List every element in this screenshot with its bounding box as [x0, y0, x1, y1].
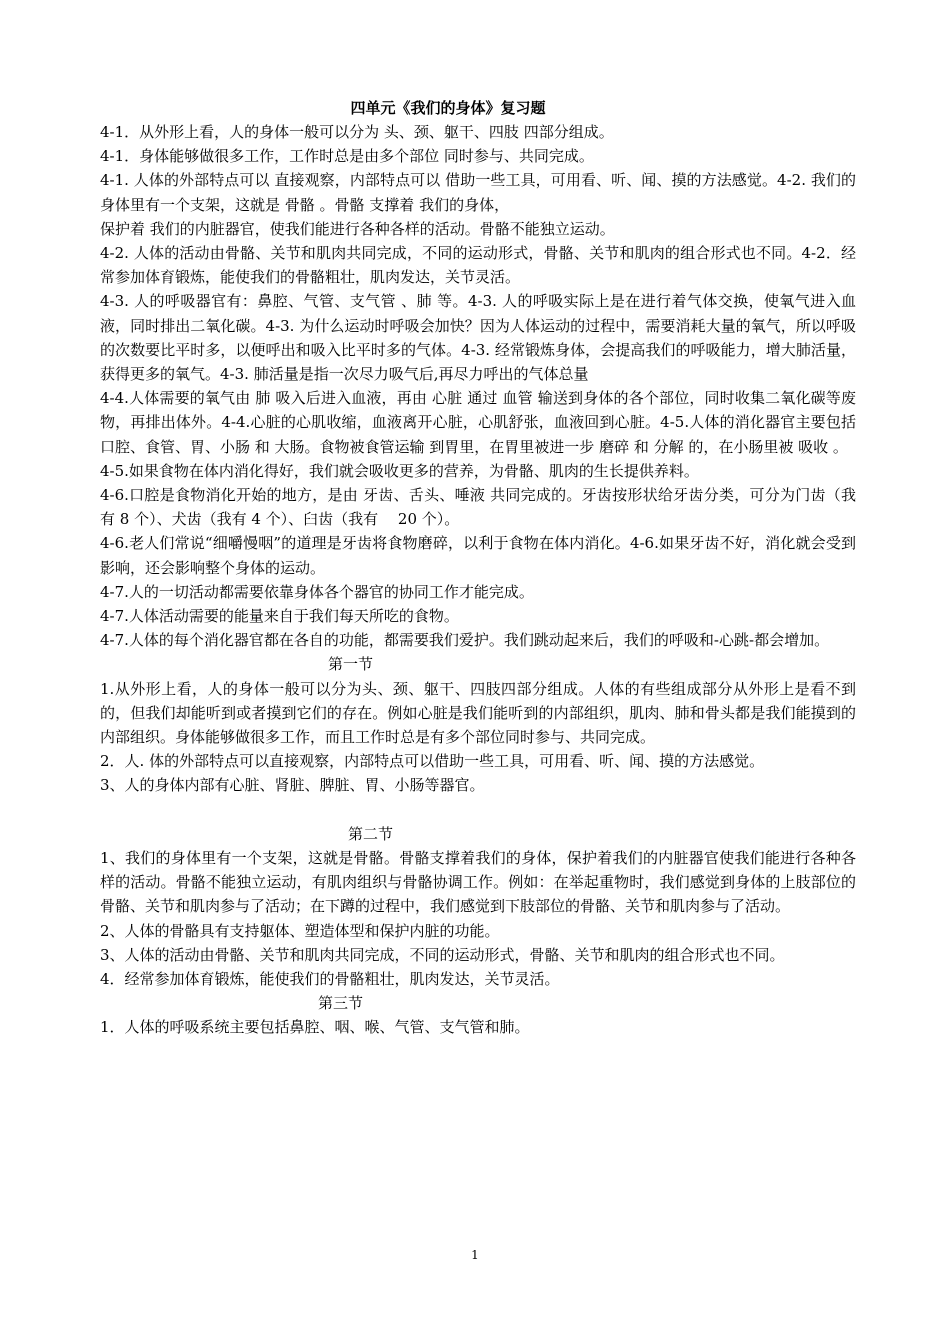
paragraph: 4-7.人体的每个消化器官都在各自的功能，都需要我们爱护。我们跳动起来后，我们的呼吸和-心跳-都会增加。 [100, 631, 830, 650]
paragraph: 3、人的身体内部有心脏、肾脏、脾脏、胃、小肠等器官。 [100, 776, 485, 795]
paragraph: 2、人体的骨骼具有支持躯体、塑造体型和保护内脏的功能。 [100, 921, 500, 940]
paragraph: 4-5.如果食物在体内消化得好，我们就会吸收更多的营养，为骨骼、肌肉的生长提供养料。 [100, 461, 699, 480]
paragraph: 3、人体的活动由骨骼、关节和肌肉共同完成，不同的运动形式，骨骼、关节和肌肉的组合形式也不同。 [100, 945, 785, 964]
review-items [100, 120, 856, 652]
paragraph: 4-1．身体能够做很多工作，工作时总是由多个部位 同时参与、共同完成。 [100, 147, 594, 166]
paragraph: 4-2. 人体的活动由骨骼、关节和肌肉共同完成，不同的运动形式，骨骼、关节和肌肉的组合形式也不同。4-2．经常参加体育锻炼，能使我们的骨骼粗壮，肌肉发达，关节灵活。 [100, 244, 856, 287]
page-number: 1 [471, 1248, 479, 1262]
paragraph: 1．人体的呼吸系统主要包括鼻腔、咽、喉、气管、支气管和肺。 [100, 1018, 530, 1037]
section-heading: 第三节 [318, 994, 364, 1013]
paragraph: 1、我们的身体里有一个支架，这就是骨骼。骨骼支撑着我们的身体，保护着我们的内脏器官使我们能进行各种各样的活动。骨骼不能独立运动，有肌肉组织与骨骼协调工作。例如：在举起重物时，我们感觉到身体的上肢部位的骨骼、关节和肌肉参与了活动；在下蹲的过程中，我们感觉到下肢部位的骨骼、关节和肌肉参与了活动。 [100, 848, 856, 916]
paragraph: 4-7.人的一切活动都需要依靠身体各个器官的协同工作才能完成。 [100, 582, 534, 601]
paragraph: 4-6.口腔是食物消化开始的地方，是由 牙齿、舌头、唾液 共同完成的。牙齿按形状给牙齿分类，可分为门齿（我有 8 个）、犬齿（我有 4 个）、臼齿（我有 20 个）。 [100, 486, 856, 529]
section-1-content [100, 677, 856, 798]
section-2-content [100, 846, 856, 991]
paragraph: 4-1. 人体的外部特点可以 直接观察，内部特点可以 借助一些工具，可用看、听、闻、摸的方法感觉。4-2. 我们的身体里有一个支架，这就是 骨骼 。骨骼 支撑着 我们的身体， [100, 171, 856, 214]
paragraph: 保护着 我们的内脏器官，使我们能进行各种各样的活动。骨骼不能独立运动。 [100, 219, 615, 238]
paragraph: 4．经常参加体育锻炼，能使我们的骨骼粗壮，肌肉发达，关节灵活。 [100, 969, 560, 988]
paragraph: 4-7.人体活动需要的能量来自于我们每天所吃的食物。 [100, 607, 459, 626]
paragraph: 2．人. 体的外部特点可以直接观察，内部特点可以借助一些工具，可用看、听、闻、摸的方法感觉。 [100, 752, 765, 771]
section-3-content [100, 1015, 856, 1039]
paragraph: 4-6.老人们常说“细嚼慢咽”的道理是牙齿将食物磨碎，以利于食物在体内消化。4-6.如果牙齿不好，消化就会受到影响，还会影响整个身体的运动。 [100, 534, 856, 577]
document-title: 四单元《我们的身体》复习题 [350, 99, 546, 117]
section-heading: 第二节 [348, 824, 394, 843]
paragraph: 4-4.人体需要的氧气由 肺 吸入后进入血液，再由 心脏 通过 血管 输送到身体的各个部位，同时收集二氧化碳等废物，再排出体外。4-4.心脏的心肌收缩，血液离开心脏，心肌舒张，血液回到心脏。4-5.人体的消化器官主要包括 口腔、食管、胃、小肠 和 大肠。食物被食管运输 到胃里，在胃里被进一步 磨碎 和 分解 的，在小肠里被 吸收 。 [100, 389, 856, 456]
document-page [100, 96, 856, 1040]
paragraph: 4-1．从外形上看，人的身体一般可以分为 头、颈、躯干、四肢 四部分组成。 [100, 123, 614, 141]
section-heading: 第一节 [328, 655, 374, 674]
paragraph: 1.从外形上看，人的身体一般可以分为头、颈、躯干、四肢四部分组成。人体的有些组成部分从外形上是看不到的，但我们却能听到或者摸到它们的存在。例如心脏是我们能听到的内部组织，肌肉、肺和骨头都是我们能摸到的内部组织。身体能够做很多工作，而且工作时总是有多个部位同时参与、共同完成。 [100, 679, 856, 747]
paragraph: 4-3. 人的呼吸器官有：鼻腔、气管、支气管 、肺 等。4-3. 人的呼吸实际上是在进行着气体交换，使氧气进入血液，同时排出二氧化碳。4-3. 为什么运动时呼吸会加快？因为人体运动的过程中，需要消耗大量的氧气，所以呼吸的次数要比平时多，以便呼出和吸入比平时多的气体。4-3. 经常锻炼身体，会提高我们的呼吸能力，增大肺活量，获得更多的氧气。4-3. 肺活量是指一次尽力吸气后,再尽力呼出的气体总量 [100, 292, 856, 384]
